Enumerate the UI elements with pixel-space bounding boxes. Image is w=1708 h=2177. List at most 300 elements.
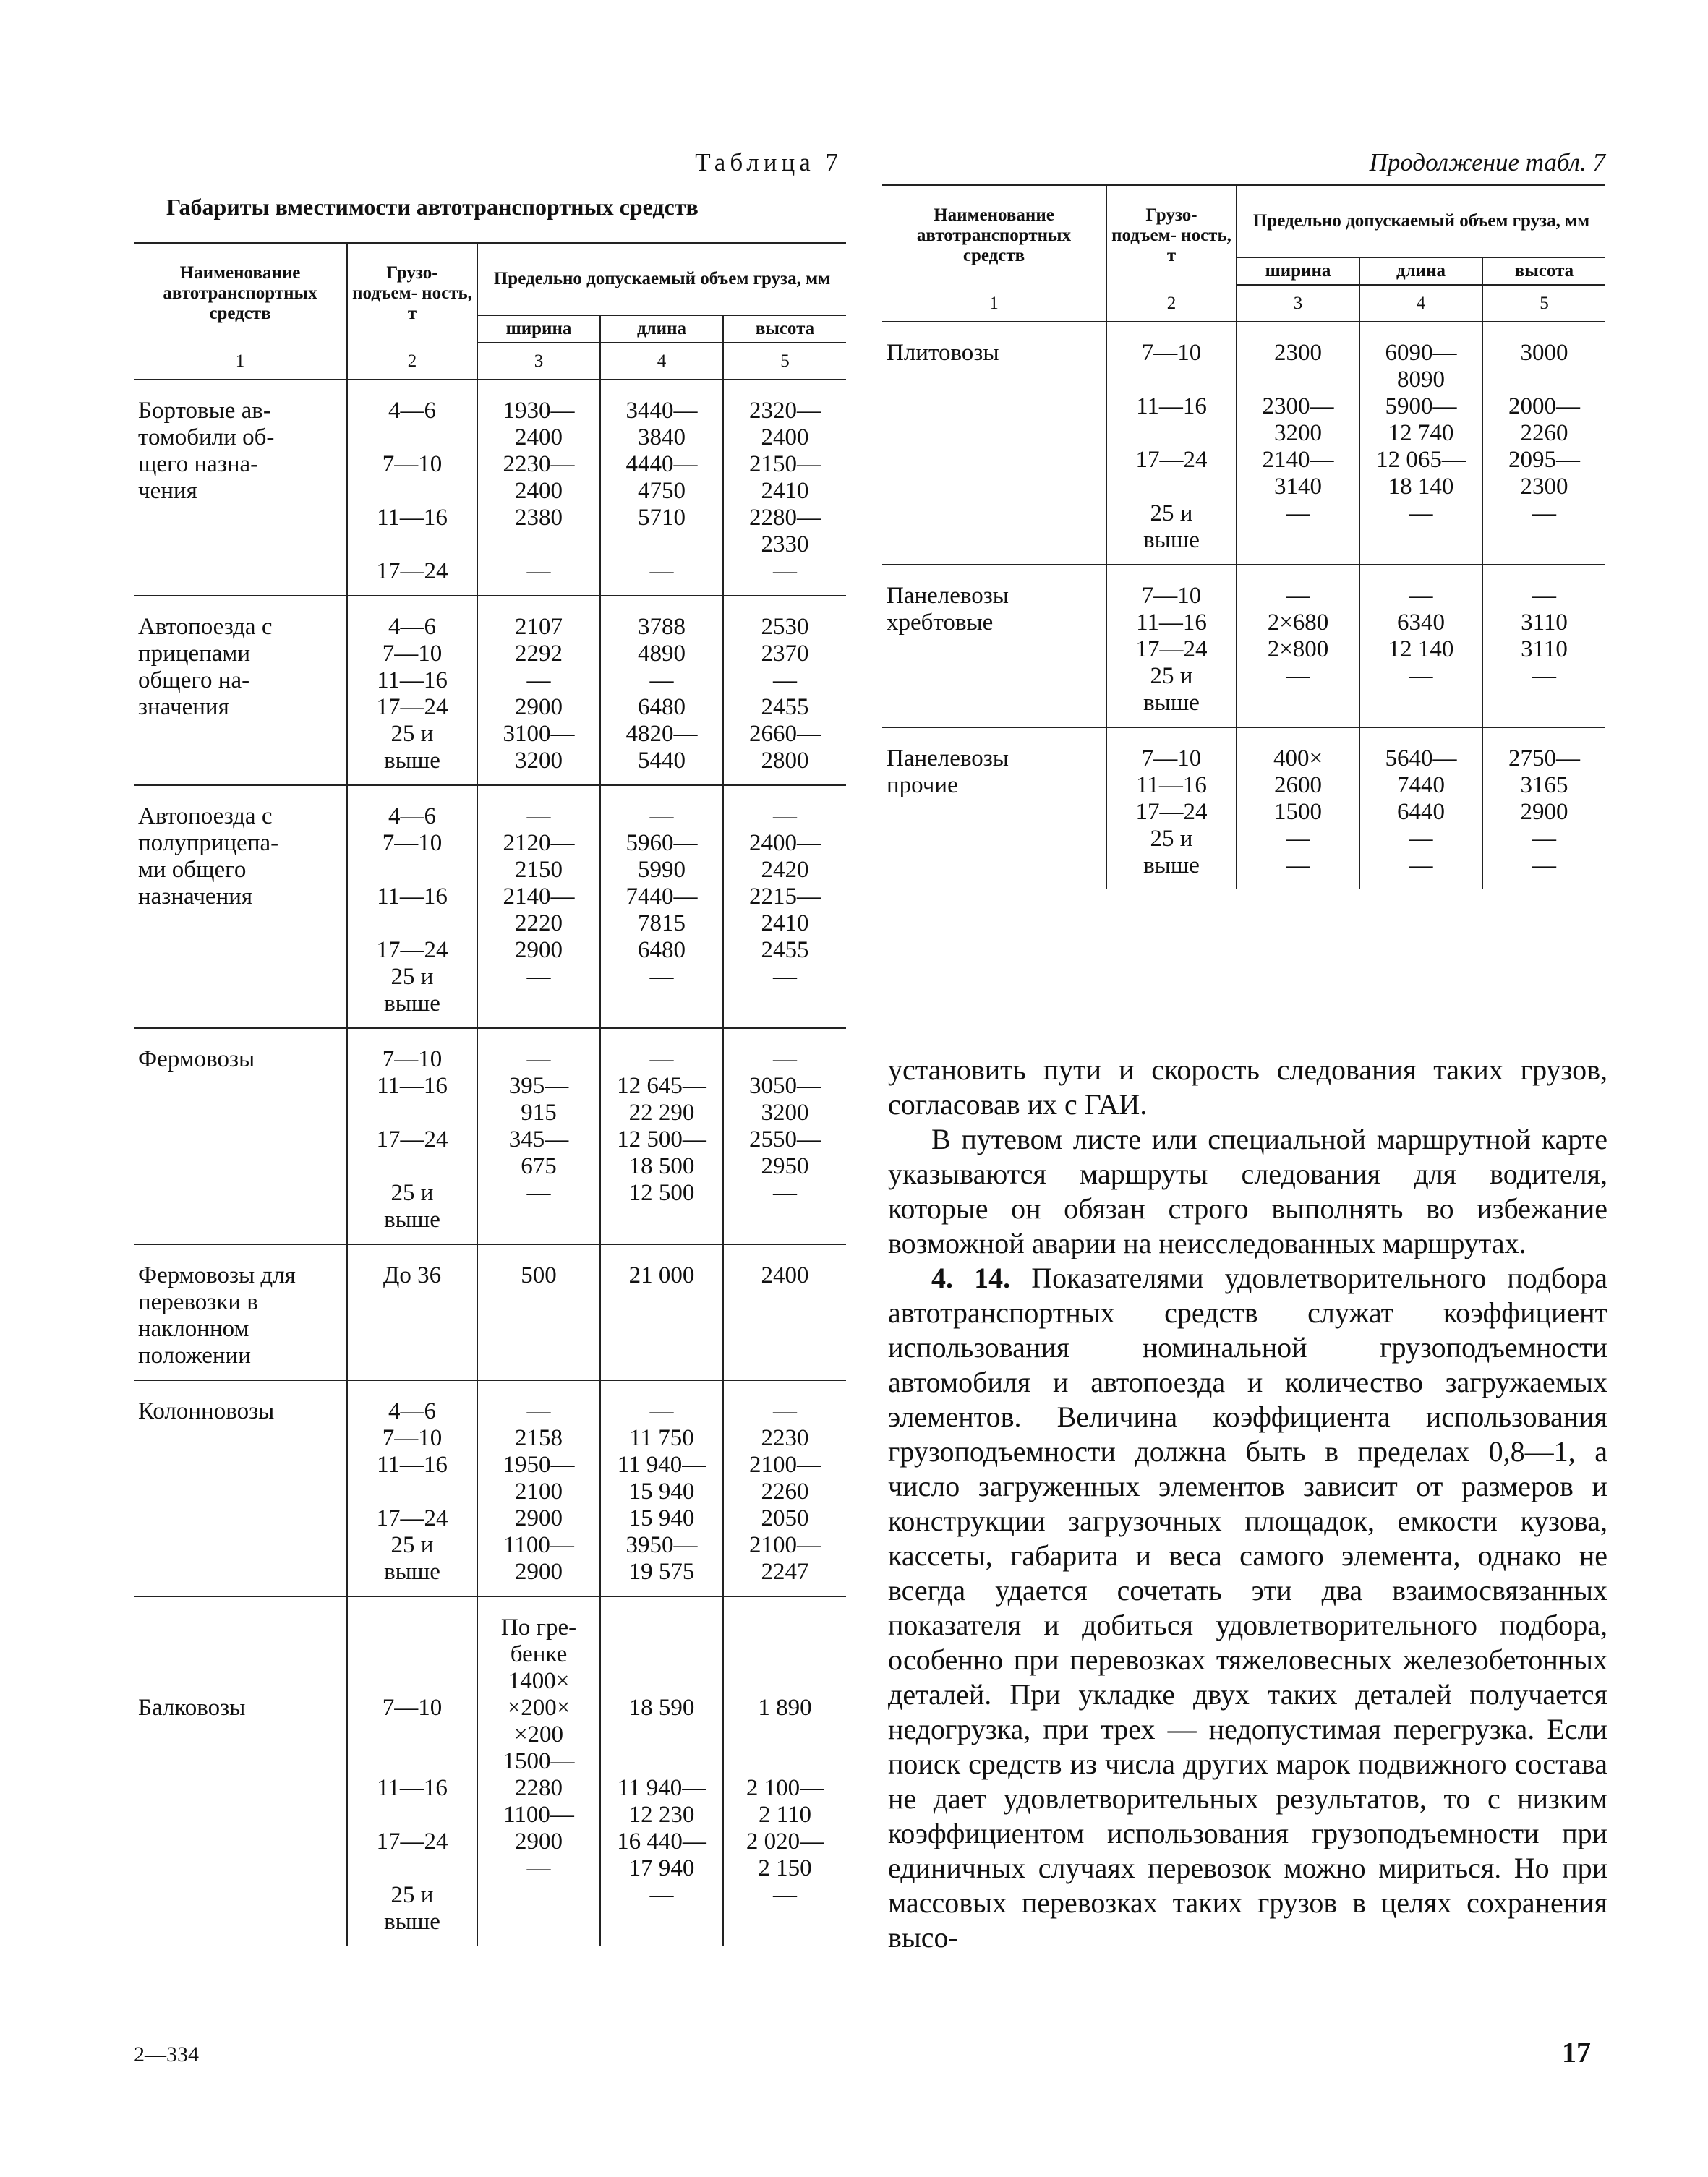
value-line: 3000 [1520,340,1568,366]
value-line: 2 020— [746,1829,824,1855]
value-line: 3140 [1274,474,1322,500]
value-line: 2 100— [746,1775,824,1801]
value-line: 11—16 [1136,610,1207,636]
value-line: 400× [1273,745,1323,771]
value-line: — [773,1398,797,1424]
cell-width [1237,565,1359,727]
value-line: 2300 [1520,474,1568,500]
cell-name [134,596,347,785]
cell-width [477,1028,600,1244]
value-line: 22 290 [628,1100,695,1126]
cell-length [1359,322,1482,565]
cell-length [600,785,723,1028]
value-line: выше [384,1207,440,1233]
value-line: выше [1143,527,1200,553]
cell-height [723,785,846,1028]
value-line: — [526,1855,551,1881]
vehicle-name-line: Панелевозы [887,745,1009,771]
value-line: 11 940— [617,1452,706,1478]
value-line [601,1614,722,1641]
value-line: 5710 [638,505,686,531]
value-line: — [1532,500,1556,526]
vehicle-name-line: Автопоезда с [138,614,273,640]
value-line: 2410 [761,478,809,504]
value-line: 12 740 [1388,420,1454,446]
value-line: 2280 [515,1775,563,1801]
value-line: 1950— [503,1452,575,1478]
value-line: 12 645— [617,1073,706,1099]
value-line [1237,367,1359,393]
value-line: 2107 [515,614,563,640]
paragraph-3-text: Показателями удовлетворительного подбора автотранспортных средств служат коэффициент использования номинальной грузоподъемности автомобиля и автопоезда и количество загружаемых элементов. Величина коэффициента использования грузоподъемности должна быть в пределах 0,8—1, а число загруженных элементов зависит от размеров и конструкции загрузочных площадок, емкости кузова, кассеты, габарита и веса самого элемента, однако не всегда удается сочетать эти два взаимосвязанных показателя и добиться удовлетворительного подбора, особенно при перевозках тяжеловесных железобетонных деталей. При укладке двух таких деталей получается недогрузка, при трех — недопустимая перегрузка. Если поиск средств из числа других марок подвижного состава не дает удовлетворительных результатов, то с низким коэффициентом использования грузоподъемности при единичных случаях перевозок можно мириться. Но при массовых перевозках таких грузов в целях сохранения высо- [888,1262,1608,1954]
cell-name [134,785,347,1028]
value-line [348,1748,477,1775]
value-line: 3165 [1520,772,1568,798]
value-line [601,1748,722,1775]
value-line: 5900— [1385,393,1457,419]
value-line [601,1641,722,1668]
value-line: 2100 [515,1479,563,1505]
value-line: 2900 [1520,799,1568,825]
value-line: — [526,964,551,990]
value-line: 3100— [503,721,575,747]
value-line: 25 и [1150,663,1193,689]
value-line: 2050 [761,1505,809,1531]
cell-height [723,1244,846,1380]
value-line [601,1668,722,1695]
value-line: 3440— [625,398,698,424]
value-line: — [773,1180,797,1206]
paragraph-1: установить пути и скорость следования таких грузов, согласовав их с ГАИ. [888,1053,1607,1121]
value-line [348,424,477,451]
value-line: 2530 [761,614,809,640]
header-volume: Предельно допускаемый объем груза, мм [1237,185,1605,257]
value-line: — [649,1882,674,1908]
value-line: 7—10 [1141,583,1202,609]
body-text [888,1053,1607,1955]
value-line: 17—24 [376,558,448,584]
value-line: 2800 [761,748,809,774]
value-line: — [526,1046,551,1072]
value-line: 5440 [638,748,686,774]
cell-height [723,380,846,596]
cell-name [882,727,1106,889]
value-line: 7—10 [382,830,443,856]
value-line: 5960— [625,830,698,856]
value-line: 4440— [625,451,698,477]
value-line: 17—24 [376,937,448,963]
value-line: 17—24 [376,694,448,720]
value-line: — [526,667,551,693]
value-line: 2140— [1262,447,1334,473]
value-line: 2420 [761,857,809,883]
value-line: — [773,1882,797,1908]
value-line: 3950— [625,1532,698,1558]
value-line [601,531,722,558]
value-line: бенке [510,1641,568,1667]
header-length: длина [1359,257,1482,285]
value-line: 915 [521,1100,557,1126]
printer-signature: 2—334 [134,2043,199,2066]
value-line: 2150— [749,451,821,477]
value-line [1107,367,1236,393]
value-line: 1500— [503,1748,575,1774]
value-line: 7—10 [1141,745,1202,771]
value-line: 15 940 [628,1479,695,1505]
value-line: 2455 [761,937,809,963]
cell-name [134,1028,347,1244]
value-line: 11—16 [377,505,448,531]
vehicle-name-line: положении [138,1343,251,1369]
value-line: 12 230 [628,1802,695,1828]
vehicle-name-line: Колонновозы [138,1398,275,1424]
cell-capacity [347,1596,477,1946]
value-line: 11 940— [617,1775,706,1801]
value-line: 2400 [761,1262,809,1288]
value-line: 17—24 [376,1126,448,1152]
cell-width [1237,322,1359,565]
value-line [724,1614,846,1641]
value-line: 5990 [638,857,686,883]
value-line: 1930— [503,398,575,424]
value-line: 2230— [503,451,575,477]
value-line: 25 и [1150,500,1193,526]
value-line: 25 и [390,1882,434,1908]
value-line: 7—10 [382,1695,443,1721]
value-line [478,531,599,558]
value-line: ×200 [513,1722,564,1748]
value-line: — [1286,852,1310,878]
vehicle-name-line: Автопоезда с [138,803,273,829]
value-line: 3110 [1521,610,1568,636]
cell-height [1482,727,1605,889]
value-line: 2095— [1508,447,1580,473]
value-line: 2100— [749,1452,821,1478]
cell-height [723,596,846,785]
cell-width [477,596,600,785]
value-line: 3200 [761,1100,809,1126]
value-line: 4890 [638,641,686,667]
value-line: 11—16 [377,1775,448,1801]
value-line: 11—16 [377,1073,448,1099]
value-line: 2400 [515,478,563,504]
value-line: выше [384,1559,440,1585]
value-line: 2400 [515,424,563,450]
value-line: — [649,1046,674,1072]
value-line: 2900 [515,1505,563,1531]
value-line: — [773,1046,797,1072]
vehicle-name-line: прочие [887,772,958,798]
value-line: — [1532,583,1556,609]
header-width: ширина [1237,257,1359,285]
vehicle-name-line: томобили об- [138,424,275,450]
value-line: По гре- [500,1614,577,1641]
value-line: — [1409,826,1433,852]
value-line: — [773,558,797,584]
value-line: 1400× [508,1668,570,1694]
cell-length [600,1596,723,1946]
cell-name [134,380,347,596]
value-line: — [1532,826,1556,852]
value-line: 6480 [638,694,686,720]
header-height: высота [723,315,846,343]
section-number: 4. 14. [931,1262,1011,1294]
value-line: 18 590 [628,1695,695,1721]
value-line: — [526,1180,551,1206]
value-line: 11—16 [377,1452,448,1478]
value-line: — [649,803,674,829]
value-line: 675 [521,1153,557,1179]
cell-name [134,1244,347,1380]
value-line: 17—24 [376,1829,448,1855]
value-line: — [649,667,674,693]
vehicle-name-line: хребтовые [887,610,994,636]
value-line: 6440 [1397,799,1445,825]
value-line [1107,474,1236,500]
value-line: 2220 [515,910,563,936]
value-line: 17—24 [1135,799,1208,825]
value-line: 18 500 [628,1153,695,1179]
page-number: 17 [1562,2036,1591,2069]
value-line: выше [384,748,440,774]
cell-width [477,1596,600,1946]
value-line: 7440 [1397,772,1445,798]
value-line: 345— [508,1126,569,1152]
value-line [348,1668,477,1695]
value-line: — [526,1398,551,1424]
value-line: 7—10 [382,1046,443,1072]
value-line: ×200× [507,1695,571,1721]
column-number: 1 [882,285,1106,322]
value-line: 1500 [1274,799,1322,825]
value-line: — [1409,663,1433,689]
value-line: — [1409,583,1433,609]
value-line: 2750— [1508,745,1580,771]
cell-capacity [347,596,477,785]
value-line: — [649,1398,674,1424]
paragraph-2: В путевом листе или специальной маршрутной карте указываются маршруты следования для водителя, которые он обязан строго выполнять во избежание возможной аварии на неисследованных маршрутах. [888,1123,1607,1259]
cell-length [600,1028,723,1244]
value-line: 2900 [515,937,563,963]
value-line: 4—6 [388,803,436,829]
capacity-table [134,242,846,1946]
value-line: 2300— [1262,393,1334,419]
value-line: 2100— [749,1532,821,1558]
table-row [134,380,846,596]
vehicle-name-line: чения [138,478,197,504]
value-line: 25 и [1150,826,1193,852]
value-line: 2380 [515,505,563,531]
value-line: — [1532,852,1556,878]
value-line: 11 750 [629,1425,694,1451]
cell-name [134,1380,347,1596]
value-line: 3200 [1274,420,1322,446]
value-line: 1100— [503,1802,574,1828]
column-number: 5 [723,343,846,380]
value-line [724,1668,846,1695]
value-line: 2600 [1274,772,1322,798]
value-line: 2215— [749,884,821,910]
value-line: 2900 [515,1559,563,1585]
value-line: 1100— [503,1532,574,1558]
value-line: 2150 [515,857,563,883]
value-line: 25 и [390,964,434,990]
value-line: 11—16 [1136,772,1207,798]
vehicle-name-line: Плитовозы [887,340,999,366]
cell-width [1237,727,1359,889]
value-line: 2370 [761,641,809,667]
value-line: 2000— [1508,393,1580,419]
cell-width [477,1244,600,1380]
column-numbers-row [134,343,846,380]
value-line: — [1409,852,1433,878]
header-height: высота [1482,257,1605,285]
value-line: 12 140 [1388,636,1454,662]
value-line [348,1479,477,1505]
value-line [348,1614,477,1641]
vehicle-name-line: прицепами [138,641,250,667]
table-row [134,1244,846,1380]
value-line: 395— [508,1073,569,1099]
column-number: 5 [1482,285,1605,322]
vehicle-name-line: Панелевозы [887,583,1009,609]
value-line [348,1641,477,1668]
value-line [348,1855,477,1882]
value-line: 21 000 [628,1262,695,1288]
value-line: 2260 [1520,420,1568,446]
continuation-table [882,184,1605,889]
table-row [134,1380,846,1596]
vehicle-name-line: Фермовозы [138,1046,255,1072]
value-line: 18 140 [1388,474,1454,500]
value-line [348,1722,477,1748]
vehicle-name-line: полуприцепа- [138,830,279,856]
cell-width [477,785,600,1028]
value-line: 2140— [503,884,575,910]
header-capacity: Грузо- подъем- ность, т [347,243,477,343]
value-line: 12 065— [1376,447,1466,473]
value-line: 5640— [1385,745,1457,771]
table-title: Габариты вместимости автотранспортных средств [166,194,699,220]
value-line: 8090 [1397,367,1445,393]
cell-height [1482,565,1605,727]
cell-length [600,596,723,785]
cell-length [600,380,723,596]
vehicle-name-line: перевозки в [138,1289,258,1315]
cell-capacity [347,1380,477,1596]
value-line: 2158 [515,1425,563,1451]
cell-name [882,322,1106,565]
vehicle-name-line: ми общего [138,857,247,883]
column-number: 4 [1359,285,1482,322]
header-capacity: Грузо- подъем- ность, т [1106,185,1237,285]
value-line: 7815 [638,910,686,936]
value-line: 2260 [761,1479,809,1505]
value-line: 7440— [625,884,698,910]
value-line: 2247 [761,1559,809,1585]
value-line [1483,367,1605,393]
cell-capacity [1106,565,1237,727]
value-line: выше [1143,852,1200,878]
value-line: 500 [521,1262,557,1288]
vehicle-name-line: Балковозы [138,1695,246,1721]
value-line: 1 890 [758,1695,812,1721]
value-line: 2455 [761,694,809,720]
column-number: 3 [1237,285,1359,322]
value-line: 17 940 [628,1855,695,1881]
value-line: 3050— [749,1073,821,1099]
value-line: 7—10 [382,451,443,477]
vehicle-name-line: Фермовозы для [138,1262,296,1288]
value-line: — [773,667,797,693]
value-line: 6090— [1385,340,1457,366]
cell-height [723,1028,846,1244]
value-line: 17—24 [376,1505,448,1531]
cell-capacity [1106,727,1237,889]
cell-length [600,1380,723,1596]
vehicle-name-line: наклонном [138,1316,249,1342]
value-line: — [1532,663,1556,689]
value-line [1107,420,1236,447]
value-line: выше [1143,690,1200,716]
header-length: длина [600,315,723,343]
cell-length [1359,565,1482,727]
value-line: 3840 [638,424,686,450]
cell-width [477,380,600,596]
value-line: 25 и [390,1180,434,1206]
value-line [724,1641,846,1668]
value-line: 4750 [638,478,686,504]
value-line [724,1748,846,1775]
column-numbers-row [882,285,1605,322]
value-line: — [1286,583,1310,609]
table-label: Таблица 7 [695,148,842,176]
header-name: Наименование автотранспортных средств [163,262,317,323]
value-line: 2280— [749,505,821,531]
cell-length [600,1244,723,1380]
continuation-label: Продолжение табл. 7 [1369,148,1605,176]
value-line: До 36 [383,1262,442,1288]
value-line: — [1409,500,1433,526]
value-line [601,1722,722,1748]
value-line: 11—16 [377,667,448,693]
vehicle-name-line: Бортовые ав- [138,398,271,424]
value-line: 2 110 [758,1802,812,1828]
table-row [882,322,1605,565]
value-line: 2950 [761,1153,809,1179]
value-line: 2320— [749,398,821,424]
value-line: 2660— [749,721,821,747]
value-line: — [526,558,551,584]
value-line [348,857,477,884]
value-line: 25 и [390,1532,434,1558]
cell-height [723,1596,846,1946]
value-line: 7—10 [382,641,443,667]
cell-height [723,1380,846,1596]
value-line: 2410 [761,910,809,936]
table-row [882,565,1605,727]
value-line: 2300 [1274,340,1322,366]
vehicle-name-line [138,1614,343,1641]
table-row [134,1028,846,1244]
cell-height [1482,322,1605,565]
table-row [134,596,846,785]
value-line: выше [384,991,440,1017]
cell-capacity [347,1244,477,1380]
value-line [348,531,477,558]
value-line: 25 и [390,721,434,747]
value-line [348,1802,477,1829]
